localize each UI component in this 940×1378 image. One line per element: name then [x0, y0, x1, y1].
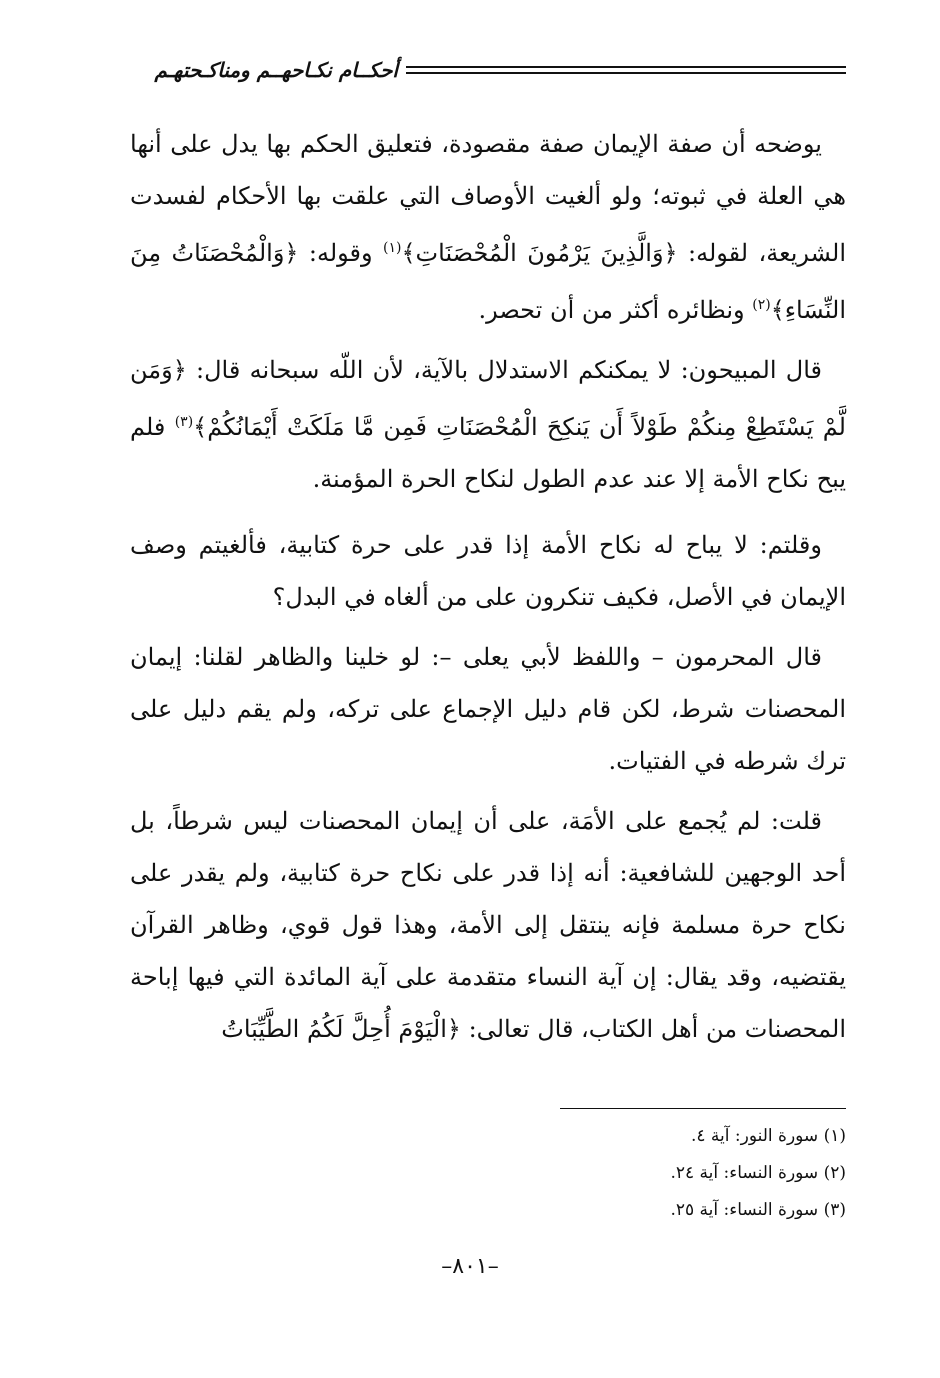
quran-verse: ﴿الْيَوْمَ أُحِلَّ لَكُمُ الطَّيِّبَاتُ: [221, 1015, 461, 1043]
footnote-3: (٣) سورة النساء: آية ٢٥.: [670, 1200, 846, 1220]
paragraph-text: وقلتم: لا يباح له نكاح الأمة إذا قدر على حرة كتابية، فألغيتم وصف الإيمان في الأصل، فكيف تنكرون على من ألغاه في البدل؟: [130, 531, 846, 611]
paragraph-text: قال المحرمون – واللفظ لأبي يعلى –: لو خلينا والظاهر لقلنا: إيمان المحصنات شرط، لكن قام دليل الإجماع على تركه، ولم يقم دليل على ترك شرطه في الفتيات.: [130, 643, 846, 775]
footnote-ref: (١): [383, 240, 402, 256]
header-title: أحكــام نكـاحهــم ومناكـحتهـم: [154, 58, 398, 82]
footnote-ref: (٣): [174, 414, 194, 430]
paragraph-text: قلت: لم يُجمع على الأمَة، على أن إيمان المحصنات ليس شرطاً، بل أحد الوجهين للشافعية: أنه إذا قدر على نكاح حرة كتابية، ولم يقدر على نكاح حرة مسلمة فإنه ينتقل إلى الأمة، وهذا قول قوي، وظاهر القرآن يقتضيه، وقد يقال: إن آية النساء متقدمة على آية المائدة التي فيها إباحة المحصنات من أهل الكتاب، قال تعالى:: [130, 807, 846, 1043]
header-double-rule: [406, 66, 846, 78]
paragraph-text: وقوله:: [298, 239, 383, 267]
page-number: –٨٠١–: [441, 1254, 499, 1279]
running-header: [128, 58, 846, 88]
paragraph-text: ونظائره أكثر من أن تحصر.: [478, 296, 753, 324]
paragraph-2: [130, 344, 846, 505]
paragraph-3: [130, 519, 846, 623]
footnote-1: (١) سورة النور: آية ٤.: [690, 1126, 846, 1146]
quran-verse: ﴿وَالَّذِينَ يَرْمُونَ الْمُحْصَنَاتِ﴾: [401, 239, 678, 267]
quran-verse: ﴿وَمَن لَّمْ يَسْتَطِعْ مِنكُمْ طَوْلاً أَن يَنكِحَ الْمُحْصَنَاتِ فَمِن مَّا مَلَكَتْ أَيْمَانُكُمْ﴾: [130, 356, 846, 441]
paragraph-5: [130, 795, 846, 1055]
footnote-ref: (٢): [752, 297, 771, 313]
paragraph-text: قال المبيحون: لا يمكنكم الاستدلال بالآية، لأن اللّه سبحانه قال:: [186, 356, 822, 384]
quran-verse: ﴿وَالْمُحْصَنَاتُ مِنَ النِّسَاءِ﴾: [130, 239, 846, 324]
main-text: [130, 118, 846, 1055]
footnote-separator: [560, 1108, 846, 1109]
paragraph-1: [130, 118, 846, 336]
footnote-2: (٢) سورة النساء: آية ٢٤.: [670, 1163, 846, 1183]
footnotes: [560, 1118, 846, 1229]
paragraph-4: [130, 631, 846, 787]
paragraph-text: فلم يبح نكاح الأمة إلا عند عدم الطول لنكاح الحرة المؤمنة.: [130, 413, 846, 493]
paragraph-text: يوضحه أن صفة الإيمان صفة مقصودة، فتعليق الحكم بها يدل على أنها هي العلة في ثبوته؛ ولو ألغيت الأوصاف التي علقت بها الأحكام لفسدت الشريعة، لقوله:: [130, 130, 847, 267]
